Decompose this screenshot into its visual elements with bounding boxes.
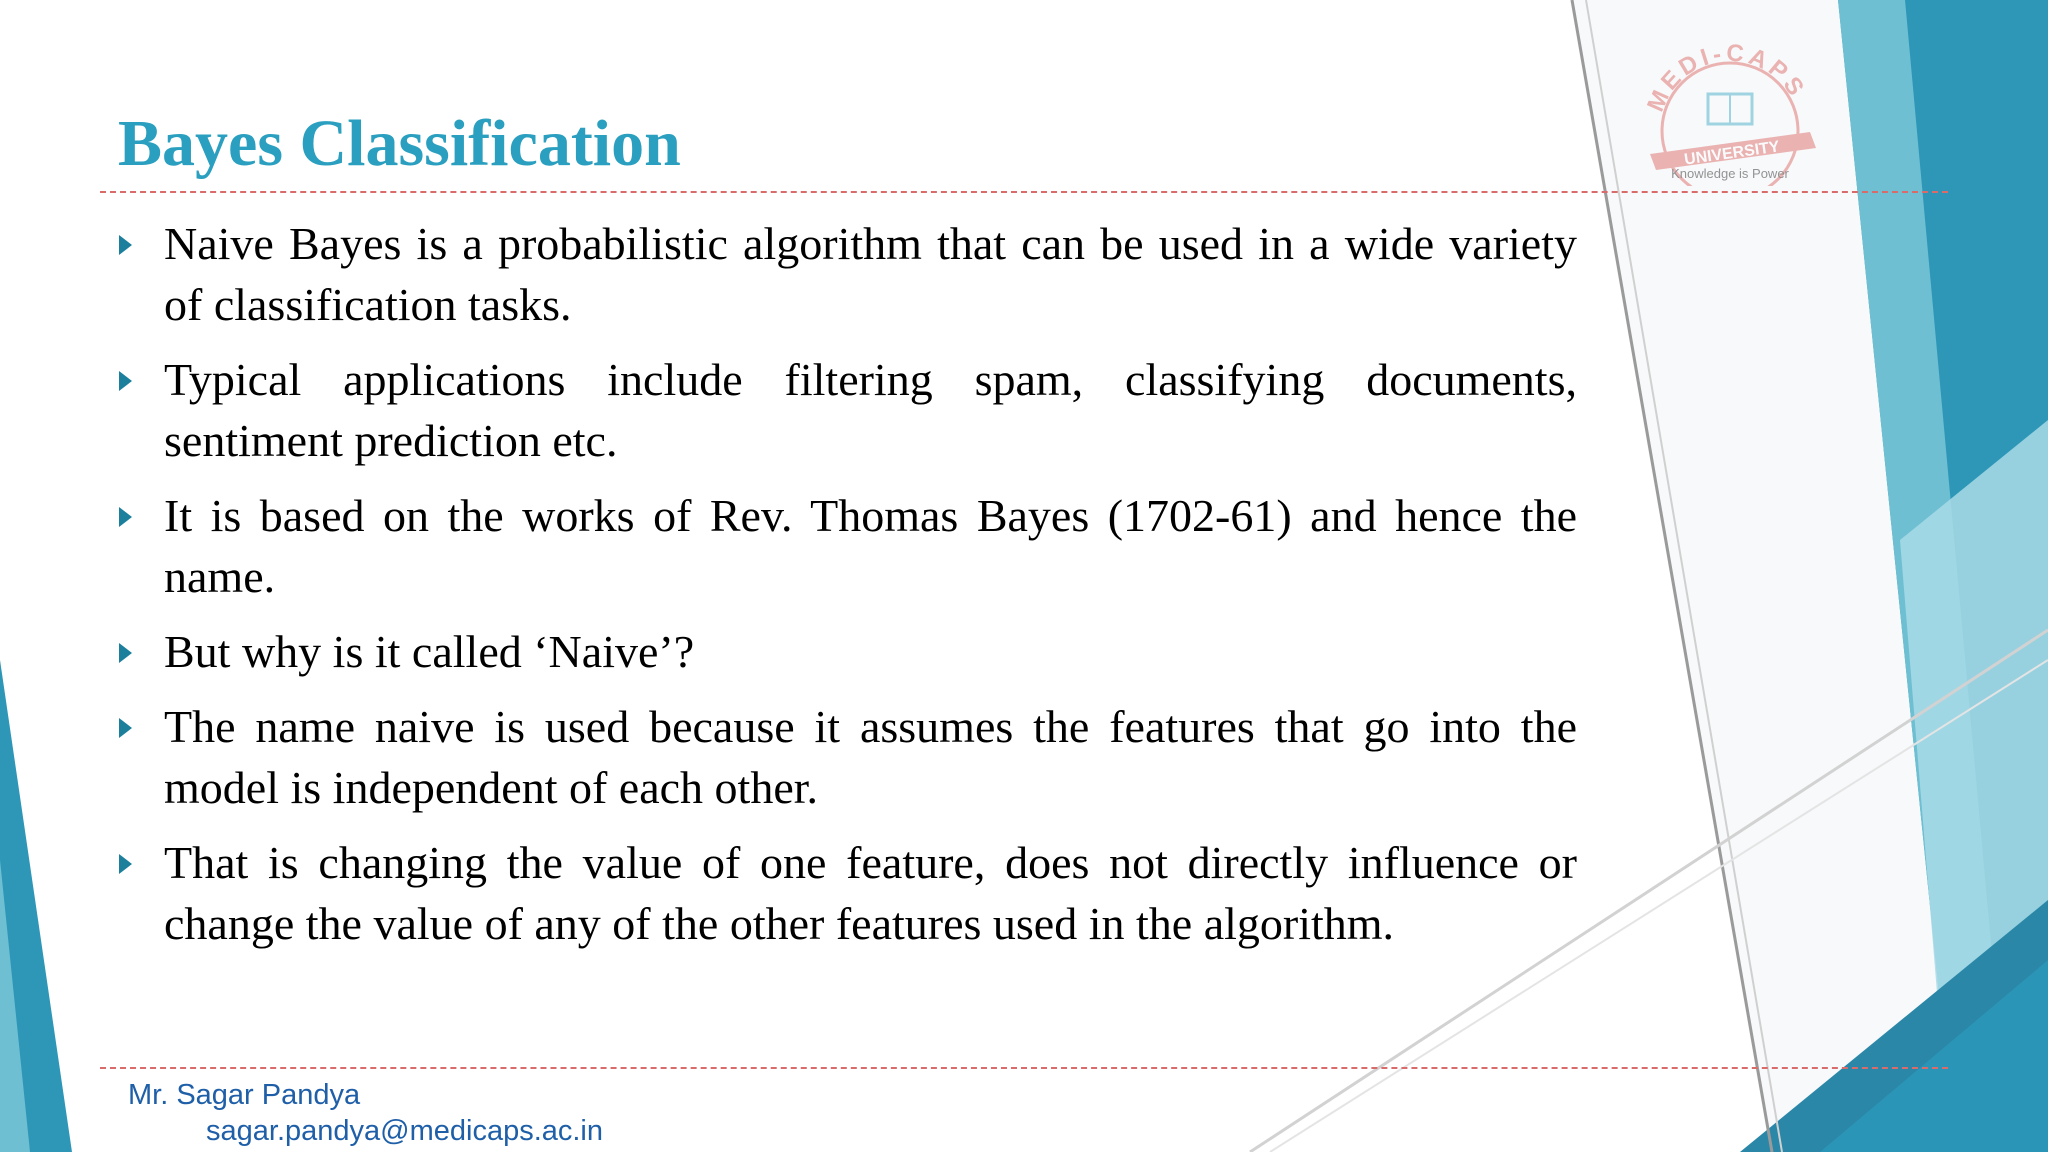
triangle-right-icon bbox=[119, 235, 132, 255]
bullet-text: That is changing the value of one feature, does not directly influence or change the value of any of the other features used in the algorithm. bbox=[164, 837, 1577, 949]
bullet-text: But why is it called ‘Naive’? bbox=[164, 626, 695, 677]
logo-emblem-icon bbox=[1620, 36, 1840, 186]
footer-divider bbox=[100, 1067, 1948, 1069]
triangle-right-icon bbox=[119, 718, 132, 738]
university-logo bbox=[1620, 36, 1840, 186]
list-item bbox=[115, 832, 1577, 954]
logo-tagline: Knowledge is Power bbox=[1671, 166, 1789, 181]
bullet-list bbox=[115, 213, 1577, 968]
triangle-right-icon bbox=[119, 643, 132, 663]
list-item bbox=[115, 485, 1577, 607]
bullet-text: Typical applications include filtering spam, classifying documents, sentiment prediction etc. bbox=[164, 354, 1577, 466]
list-item bbox=[115, 696, 1577, 818]
author-email: sagar.pandya@medicaps.ac.in bbox=[206, 1115, 604, 1147]
bullet-text: It is based on the works of Rev. Thomas Bayes (1702-61) and hence the name. bbox=[164, 490, 1577, 602]
list-item bbox=[115, 621, 1577, 682]
list-item bbox=[115, 213, 1577, 335]
bullet-text: The name naive is used because it assumes the features that go into the model is independent of each other. bbox=[164, 701, 1577, 813]
svg-text:UNIVERSITY: UNIVERSITY bbox=[1683, 138, 1781, 169]
triangle-right-icon bbox=[119, 507, 132, 527]
slide-title: Bayes Classification bbox=[118, 107, 681, 180]
triangle-right-icon bbox=[119, 854, 132, 874]
bullet-text: Naive Bayes is a probabilistic algorithm that can be used in a wide variety of classification tasks. bbox=[164, 218, 1577, 330]
title-divider bbox=[100, 191, 1948, 193]
author-name: Mr. Sagar Pandya bbox=[128, 1079, 361, 1111]
svg-text:MEDI-CAPS: MEDI-CAPS bbox=[1642, 39, 1812, 116]
list-item bbox=[115, 349, 1577, 471]
triangle-right-icon bbox=[119, 371, 132, 391]
